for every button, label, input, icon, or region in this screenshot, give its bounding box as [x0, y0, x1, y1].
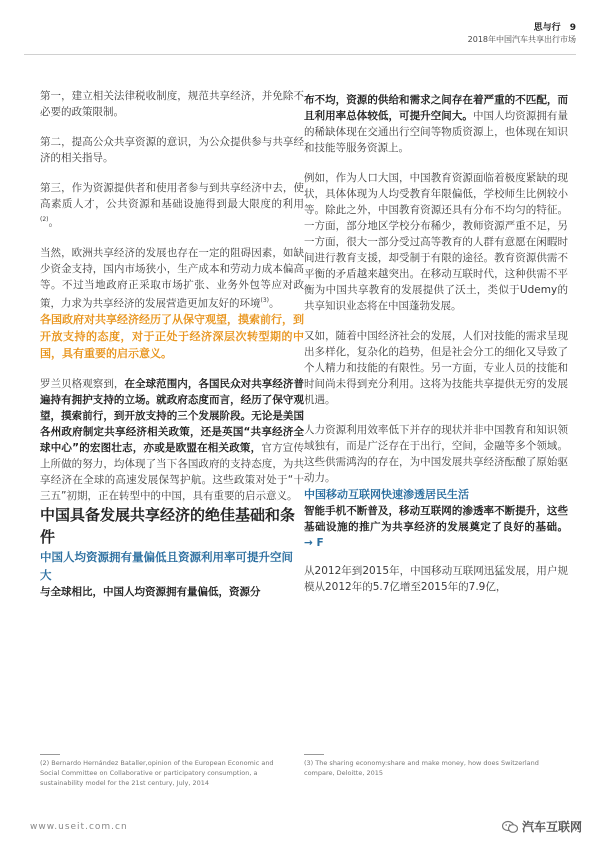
section-title: 中国具备发展共享经济的绝佳基础和条件: [40, 506, 296, 546]
wechat-icon: [502, 820, 518, 834]
watermark-brand-text: 汽车互联网: [521, 820, 582, 834]
right-column: [304, 92, 568, 595]
paragraph-first: 第一，建立相关法律税收制度，规范共享经济，并免除不必要的政策限制。: [40, 90, 304, 118]
paragraph-rb-bold: 在全球范围内，各国民众对共享经济普遍持有拥护支持的立场。就政府态度而言，经历了保守观望，摸索前行，到开放支持的三个发展阶段。无论是美国各州政府制定共享经济相关政策，还是英国“共享经济全球中心”的宏图壮志，亦或是欧盟在相关政策，: [40, 378, 304, 454]
paragraph-supply-demand: [304, 92, 568, 156]
paragraph-mobile-growth: 从2012年到2015年，中国移动互联网迅猛发展，用户规模从2012年的5.7亿增至2015年的7.9亿，: [304, 565, 568, 593]
paragraph-third-text: 第三，作为资源提供者和使用者参与到共享经济中去，使高素质人才，公共资源和基础设施得到最大限度的利用: [40, 182, 304, 210]
paragraph-mobile-bold: [304, 503, 568, 551]
watermark-brand: [502, 818, 582, 835]
paragraph-supply-demand-bold: 布不均，资源的供给和需求之间存在着严重的不匹配，而且利用率总体较低，可提升空间大。: [304, 94, 568, 122]
paragraph-education: 例如，作为人口大国，中国教育资源面临着极度紧缺的现状，具体体现为人均受教育年限偏低，学校师生比例较小等。除此之外，中国教育资源还具有分布不均匀的特征。一方面，部分地区学校分布稀少，教师资源严重不足，另一方面，很大一部分受过高等教育的人群有意愿在闲暇时间进行教育支援，却受制于有限的途径。教育资源供需不平衡的矛盾越来越突出。在移动互联时代，这种供需不平衡为中国共享教育的发展提供了沃土，类似于Udemy的共享知识业态将在中国蓬勃发展。: [304, 172, 568, 312]
paragraph-resources-start: 与全球相比，中国人均资源拥有量偏低，资源分: [40, 586, 261, 598]
paragraph-mobile-bold-text: 智能手机不断普及，移动互联网的渗透率不断提升，这些基础设施的推广为共享经济的发展奠定了良好的基础。: [304, 505, 568, 533]
header-brand: [534, 20, 576, 33]
paragraph-obstacles: [40, 245, 304, 312]
header-divider: [24, 54, 576, 55]
paragraph-third-end: 。: [48, 216, 59, 229]
header-subtitle: 2018年中国汽车共享出行市场: [467, 35, 576, 44]
footnote-ref-3: (3): [260, 296, 269, 304]
watermark-url: www.useit.com.cn: [30, 822, 128, 832]
figure-ref-arrow[interactable]: → F: [304, 537, 324, 549]
paragraph-skills: 又如，随着中国经济社会的发展，人们对技能的需求呈现出多样化，复杂化的趋势，但是社会分工的细化又导致了个人精力和技能的有限性。另一方面，专业人员的技能和时间尚未得到充分利用。这将为技能共享提供无穷的发展机遇。: [304, 330, 568, 406]
highlight-quote: 各国政府对共享经济经历了从保守观望，摸索前行，到开放支持的态度，对于正处于经济深层次转型期的中国，具有重要的启示意义。: [40, 313, 304, 360]
header-brand-name: 思与行: [533, 23, 561, 33]
paragraph-third: [40, 180, 304, 231]
footnote-right: (3) The sharing economy:share and make money, how does Switzerland compare, Deloitte, 2015: [304, 759, 539, 777]
paragraph-roland-berger: [40, 376, 304, 504]
paragraph-rb-lead: 罗兰贝格观察到，: [40, 378, 125, 390]
paragraph-obstacles-end: 。: [269, 297, 280, 309]
subsection-title-resources: 中国人均资源拥有量偏低且资源利用率可提升空间大: [40, 550, 293, 582]
footnote-left: (2) Bernardo Hernández Bataller,opinion of the European Economic and Social Committee on Collaborative or participatory consumption, a sustainability model for the 21st century, July, 2014: [40, 759, 274, 787]
paragraph-second: 第二，提高公众共享资源的意识，为公众提供参与共享经济的相关指导。: [40, 136, 304, 164]
paragraph-rb-rest: 官方宣传上所做的努力，均体现了当下各国政府的支持态度，为共享经济在全球的高速发展保驾护航。这些政策对处于“十三五”初期，正在转型中的中国，具有重要的启示意义。: [40, 442, 304, 502]
footnote-ref-2: (2): [40, 216, 49, 223]
subsection-title-mobile: 中国移动互联网快速渗透居民生活: [304, 488, 469, 501]
paragraph-obstacles-text: 当然，欧洲共享经济的发展也存在一定的阻碍因素，如缺少资金支持，国内市场狭小，生产成本和劳动力成本偏高等。不过当地政府正采取市场扩张、业务外包等应对政策，力求为共享经济的发展营造更加友好的环境: [40, 246, 304, 309]
left-column: [40, 88, 304, 600]
paragraph-supply-demand-rest: 中国人均资源拥有量的稀缺体现在交通出行空间等物质资源上，也体现在知识和技能等服务资源上。: [304, 110, 568, 154]
footnote-rule-left: [40, 754, 60, 755]
paragraph-hr-efficiency: 人力资源利用效率低下并存的现状并非中国教育和知识领域独有，而是广泛存在于出行，空间，金融等多个领域。这些供需鸿沟的存在，为中国发展共享经济酝酿了原始驱动力。: [304, 424, 568, 484]
footnote-rule-right: [304, 754, 324, 755]
page-number: 9: [569, 23, 576, 33]
